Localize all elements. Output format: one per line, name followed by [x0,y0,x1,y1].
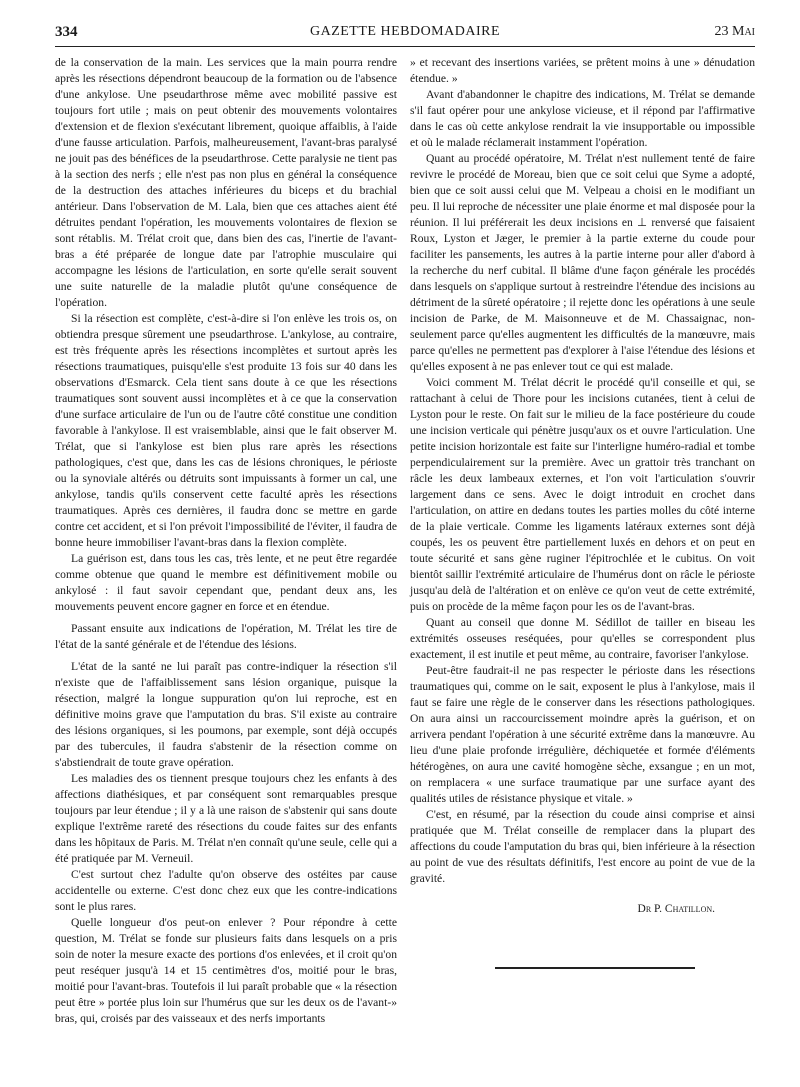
paragraph: Quant au procédé opératoire, M. Trélat n'est nullement tenté de faire revivre le procédé de Moreau, bien que ce soit celui que Syme a adopté, bien que ce soit aussi celui que M. Velpeau a choisi en le modifiant un peu. Il lui reproche de nécessiter une plaie énorme et mal disposée pour la réunion. Il lui préférerait les deux incisions en ⊥ renversé que faisaient Roux, Lyston et Jæger, le premier à la partie externe du coude pour faciliter les pansements, les autres à la partie interne pour aller d'abord à la recherche du nerf cubital. Il blâme d'une façon générale les procédés dans lesquels on s'applique surtout à restreindre l'étendue des incisions au détriment de la sûreté opératoire ; il rejette donc les opérations à une seule incision de Parke, de M. Maisonneuve et de M. Chassaignac, non-seulement parce qu'elles augmentent les difficultés de la manœuvre, mais parce qu'elles ne permettent pas d'explorer à l'aise l'étendue des lésions et qu'elles exposent à ne pas enlever tout ce qui est malade. [410,152,755,373]
header-rule [55,46,755,47]
paragraph: Si la résection est complète, c'est-à-dire si l'on enlève les trois os, on obtiendra presque sûrement une pseudarthrose. L'ankylose, au contraire, est très fréquente après les résections incomplètes et surtout après les résections traumatiques, puisqu'elle s'est produite 13 fois sur 40 dans les observations d'Esmarck. Cela tient sans doute à ce que les résections traumatiques sont souvent aussi incomplètes et à ce que la conservation d'une surface articulaire de l'un ou de l'autre côté constitue une condition favorable à l'ankylose. Il est vraisemblable, ainsi que le fait observer M. Trélat, que si l'ankylose est bien plus rare après les résections pathologiques, c'est que, dans les cas de lésions chroniques, le périoste ou la synoviale altérés ou détruits sont impuissants à former un cal, une ankylose, tandis qu'ils conservent cette faculté après les résections traumatiques. Après ces dernières, il faudra donc se mettre en garde contre cet accident, et si l'on prévoit l'impossibilité de l'éviter, il faudra de bonne heure immobiliser l'avant-bras dans la flexion complète. [55,312,397,549]
paragraph: Quelle longueur d'os peut-on enlever ? Pour répondre à cette question, M. Trélat se fonde sur plusieurs faits dans lesquels on a pris soin de noter la mesure exacte des portions d'os enlevées, et il croit qu'on peut reséquer jusqu'à 14 et 15 centimètres d'os, moitié pour le bras, moitié pour l'avant-bras. Toutefois il lui paraît probable que « la résection peut être » portée plus loin sur l'humérus que sur les deux os de l'avant-» bras, qui, croisés par des vaisseaux et des nerfs importants [55,916,397,1025]
journal-title: GAZETTE HEBDOMADAIRE [309,24,501,39]
paragraph: » et recevant des insertions variées, se prêtent moins à une » dénudation étendue. » [410,56,755,85]
paragraph: Passant ensuite aux indications de l'opération, M. Trélat les tire de l'état de la santé générale et de l'étendue des lésions. [55,622,397,651]
section-end-rule [495,967,695,969]
paragraph: C'est surtout chez l'adulte qu'on observe des ostéites par cause accidentelle ou externe. C'est donc chez eux que les contre-indications sont le plus rares. [55,868,397,913]
paragraph: Avant d'abandonner le chapitre des indications, M. Trélat se demande s'il faut opérer pour une ankylose vicieuse, et il répond par l'affirmative dans le cas où cette ankylose rendrait la vie insupportable ou impossible et où le malade réclamerait instamment l'opération. [410,88,755,149]
right-column [410,55,755,969]
left-column [55,55,397,1027]
paragraph: L'état de la santé ne lui paraît pas contre-indiquer la résection s'il n'existe que de l'affaiblissement sans lésion organique, puisque la résection, malgré la longue suppuration qu'on lui reproche, est en définitive moins grave que l'amputation du bras. S'il existe au contraire des lésions organiques, si les poumons, par exemple, sont déjà occupés par des tubercules, il faudra s'abstenir de la résection comme on s'abstiendrait de toute grave opération. [55,660,397,769]
issue-date: 23 Mai [714,24,755,39]
paragraph: La guérison est, dans tous les cas, très lente, et ne peut être regardée comme obtenue que quand le membre est définitivement mobile ou ankylosé : il faut savoir cependant que, pendant deux ans, les mouvements peuvent encore gagner en force et en étendue. [55,552,397,613]
page-number: 334 [55,24,78,40]
running-header [55,24,755,44]
author-signature: Dr P. Chatillon. [637,903,715,915]
paragraph: Peut-être faudrait-il ne pas respecter le périoste dans les résections traumatiques qui, comme on le sait, exposent le plus à l'ankylose, mais il faut se faire une règle de le conserver dans les résections pathologiques. On aura ainsi un raccourcissement moindre après la guérison, et on arrivera pendant l'opération à une sécurité extrême dans la manœuvre. Au lieu d'une plaie profonde irrégulière, déchiquetée et formée d'éléments hétérogènes, on aura une cavité homogène sèche, exsangue ; en un mot, on remplacera « une surface traumatique par une surface ayant des qualités utiles de résistance physique et vitale. » [410,664,755,805]
paragraph: de la conservation de la main. Les services que la main pourra rendre après les résections dépendront beaucoup de la formation ou de l'absence d'une ankylose. Une pseudarthrose même avec mobilité passive est toujours fort utile ; mais on peut obtenir des mouvements volontaires d'extension et de flexion s'exécutant librement, quoique affaiblis, à l'aide d'une fausse articulation. Parfois, malheureusement, l'avant-bras paralysé ne jouit pas des bénéfices de la pseudarthrose. Cette paralysie ne tient pas à la section des nerfs ; elle n'est pas non plus en général la conséquence de la destruction des attaches inférieures du biceps et du brachial antérieur. Dans l'observation de M. Lala, bien que ces attaches aient été détruites pendant l'opération, les mouvements volontaires de flexion se sont rétablis. M. Trélat croit que, dans bien des cas, l'inertie de l'avant-bras a été préparée de longue date par l'atrophie musculaire qui accompagne les lésions de l'articulation, en sorte qu'elle serait souvent une suite naturelle de la maladie plutôt qu'une conséquence de l'opération. [55,56,397,309]
paragraph: Les maladies des os tiennent presque toujours chez les enfants à des affections diathésiques, et par conséquent sont remarquables presque toujours par leur étendue ; il y a là une raison de s'abstenir qui sans doute explique l'extrême rareté des résections du coude faites sur des enfants dans les hôpitaux de Paris. M. Trélat n'en connaît qu'une seule, celle qui a été pratiquée par M. Verneuil. [55,772,397,865]
paragraph: C'est, en résumé, par la résection du coude ainsi comprise et ainsi pratiquée que M. Trélat conseille de remplacer dans la plupart des affections du coude l'amputation du bras qui, bien inférieure à la résection au point de vue des résultats définitifs, l'est encore au point de vue de la gravité. [410,808,755,885]
paragraph: Quant au conseil que donne M. Sédillot de tailler en biseau les extrémités osseuses reséquées, pour qu'elles se correspondent plus exactement, il est inutile et peut même, au contraire, favoriser l'ankylose. [410,616,755,661]
paragraph: Voici comment M. Trélat décrit le procédé qu'il conseille et qui, se rattachant à celui de Thore pour les incisions cutanées, tient à celui de Lyston pour le reste. On fait sur le milieu de la face postérieure du coude une incision verticale qui pénètre jusqu'aux os et ouvre l'articulation. Une petite incision horizontale est faite sur l'interligne huméro-radial et tombe perpendiculairement sur la première. Avec un grattoir très tranchant on râcle les deux lambeaux externes, et l'on voit l'articulation s'ouvrir largement dans ce sens. Avec le doigt introduit en crochet dans l'articulation, on attire en dedans toutes les parties molles du côté interne de la plaie verticale. Comme les ligaments latéraux externes sont déjà coupés, les os peuvent être partiellement luxés en dehors et on peut en toute sécurité et sans gène ruginer l'épitrochlée et le cubitus. On voit bientôt saillir l'extrémité articulaire de l'humérus dont on râcle le périoste jusqu'au delà de l'altération et on enlève ce qu'on veut de cette extrémité, puis on procède de la même façon pour les os de l'avant-bras. [410,376,755,613]
